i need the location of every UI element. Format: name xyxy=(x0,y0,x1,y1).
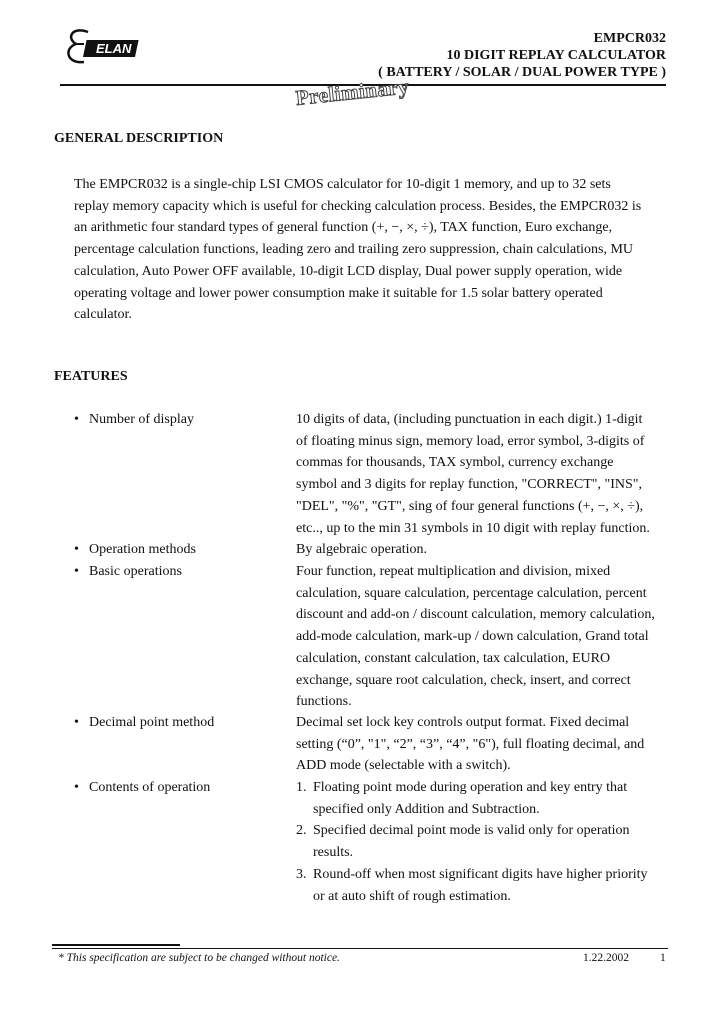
value-line: 10 digits of data, (including punctuation in each digit.) 1-digit xyxy=(296,412,643,427)
general-description-text xyxy=(74,174,667,326)
sub-item-text xyxy=(313,864,668,907)
document-header xyxy=(378,30,666,81)
value-line: exchange, square root calculation, check, insert, and correct xyxy=(296,672,631,688)
sub-item-number: 3. xyxy=(296,866,307,882)
feature-value xyxy=(296,539,668,561)
desc-line: operating voltage and lower power consumption make it suitable for 1.5 solar battery operated xyxy=(74,285,603,301)
feature-label: Basic operations xyxy=(89,564,182,579)
value-line: etc.., up to the min 31 symbols in 10 digit with replay function. xyxy=(296,520,650,536)
sub-item-number: 2. xyxy=(296,823,307,839)
value-line: calculation, constant calculation, tax calculation, EURO xyxy=(296,650,611,666)
value-line: specified only Addition and Subtraction. xyxy=(313,801,540,817)
desc-line: an arithmetic four standard types of general function (+, −, ×, ÷), TAX function, Euro exchange, xyxy=(74,220,613,236)
document-title: 10 DIGIT REPLAY CALCULATOR xyxy=(446,48,666,63)
value-line: ADD mode (selectable with a switch). xyxy=(296,758,511,774)
sub-item-number: 1. xyxy=(296,780,307,795)
value-line: Round-off when most significant digits have higher priority xyxy=(313,866,648,882)
value-line: symbol and 3 digits for replay function, "CORRECT", "INS", xyxy=(296,477,643,493)
document-subtitle: ( BATTERY / SOLAR / DUAL POWER TYPE ) xyxy=(378,65,666,80)
feature-label: Number of display xyxy=(89,412,194,427)
value-line: calculation, square calculation, percentage calculation, percent xyxy=(296,585,647,601)
feature-value xyxy=(296,561,668,713)
logo-text: ELAN xyxy=(96,41,132,56)
sub-item-text xyxy=(313,777,668,820)
value-line: results. xyxy=(313,845,354,861)
value-line: commas for thousands, TAX symbol, currency exchange xyxy=(296,455,614,471)
footer-rule-accent xyxy=(52,944,180,946)
value-line: add-mode calculation, mark-up / down calculation, Grand total xyxy=(296,629,649,645)
desc-line: The EMPCR032 is a single-chip LSI CMOS calculator for 10-digit 1 memory, and up to 32 sets xyxy=(74,177,611,192)
bullet: • xyxy=(74,542,79,557)
value-line: By algebraic operation. xyxy=(296,542,428,557)
desc-line: replay memory capacity which is useful for checking calculation process. Besides, the EMPCR032 is xyxy=(74,198,642,214)
page-number: 1 xyxy=(660,952,666,964)
value-line: discount and add-on / discount calculation, memory calculation, xyxy=(296,607,655,623)
bullet: • xyxy=(74,780,79,795)
bullet: • xyxy=(74,412,79,427)
bullet: • xyxy=(74,564,79,579)
value-line: "DEL", "%", "GT", sing of four general functions (+, −, ×, ÷), xyxy=(296,498,644,514)
value-line: Four function, repeat multiplication and division, mixed xyxy=(296,564,611,579)
preliminary-stamp: Preliminary xyxy=(294,74,411,110)
value-line: setting (“0”, "1", “2”, “3”, “4”, "6"), full floating decimal, and xyxy=(296,736,645,752)
feature-label: Operation methods xyxy=(89,542,196,557)
desc-line: percentage calculation functions, leading zero and trailing zero suppression, chain calculations, MU xyxy=(74,242,634,258)
feature-label: Contents of operation xyxy=(89,780,211,795)
footer-date: 1.22.2002 xyxy=(583,952,629,964)
bullet: • xyxy=(74,715,79,730)
sub-item-text xyxy=(313,820,668,863)
value-line: Specified decimal point mode is valid only for operation xyxy=(313,823,630,839)
footer-note: * This specification are subject to be changed without notice. xyxy=(58,952,340,964)
feature-label: Decimal point method xyxy=(89,715,215,730)
desc-line: calculator. xyxy=(74,307,132,323)
general-description-heading: GENERAL DESCRIPTION xyxy=(54,131,224,146)
elan-logo xyxy=(62,24,148,68)
value-line: or at auto shift of rough estimation. xyxy=(313,888,511,904)
value-line: Floating point mode during operation and key entry that xyxy=(313,780,628,795)
part-number: EMPCR032 xyxy=(593,31,666,46)
value-line: Decimal set lock key controls output format. Fixed decimal xyxy=(296,715,630,730)
footer-rule xyxy=(52,948,668,949)
value-line: functions. xyxy=(296,694,352,710)
feature-value xyxy=(296,409,668,539)
features-heading: FEATURES xyxy=(54,369,128,384)
value-line: of floating minus sign, memory load, error symbol, 3-digits of xyxy=(296,433,645,449)
feature-value xyxy=(296,712,668,777)
desc-line: calculation, Auto Power OFF available, 10-digit LCD display, Dual power supply operation, wide xyxy=(74,263,623,279)
